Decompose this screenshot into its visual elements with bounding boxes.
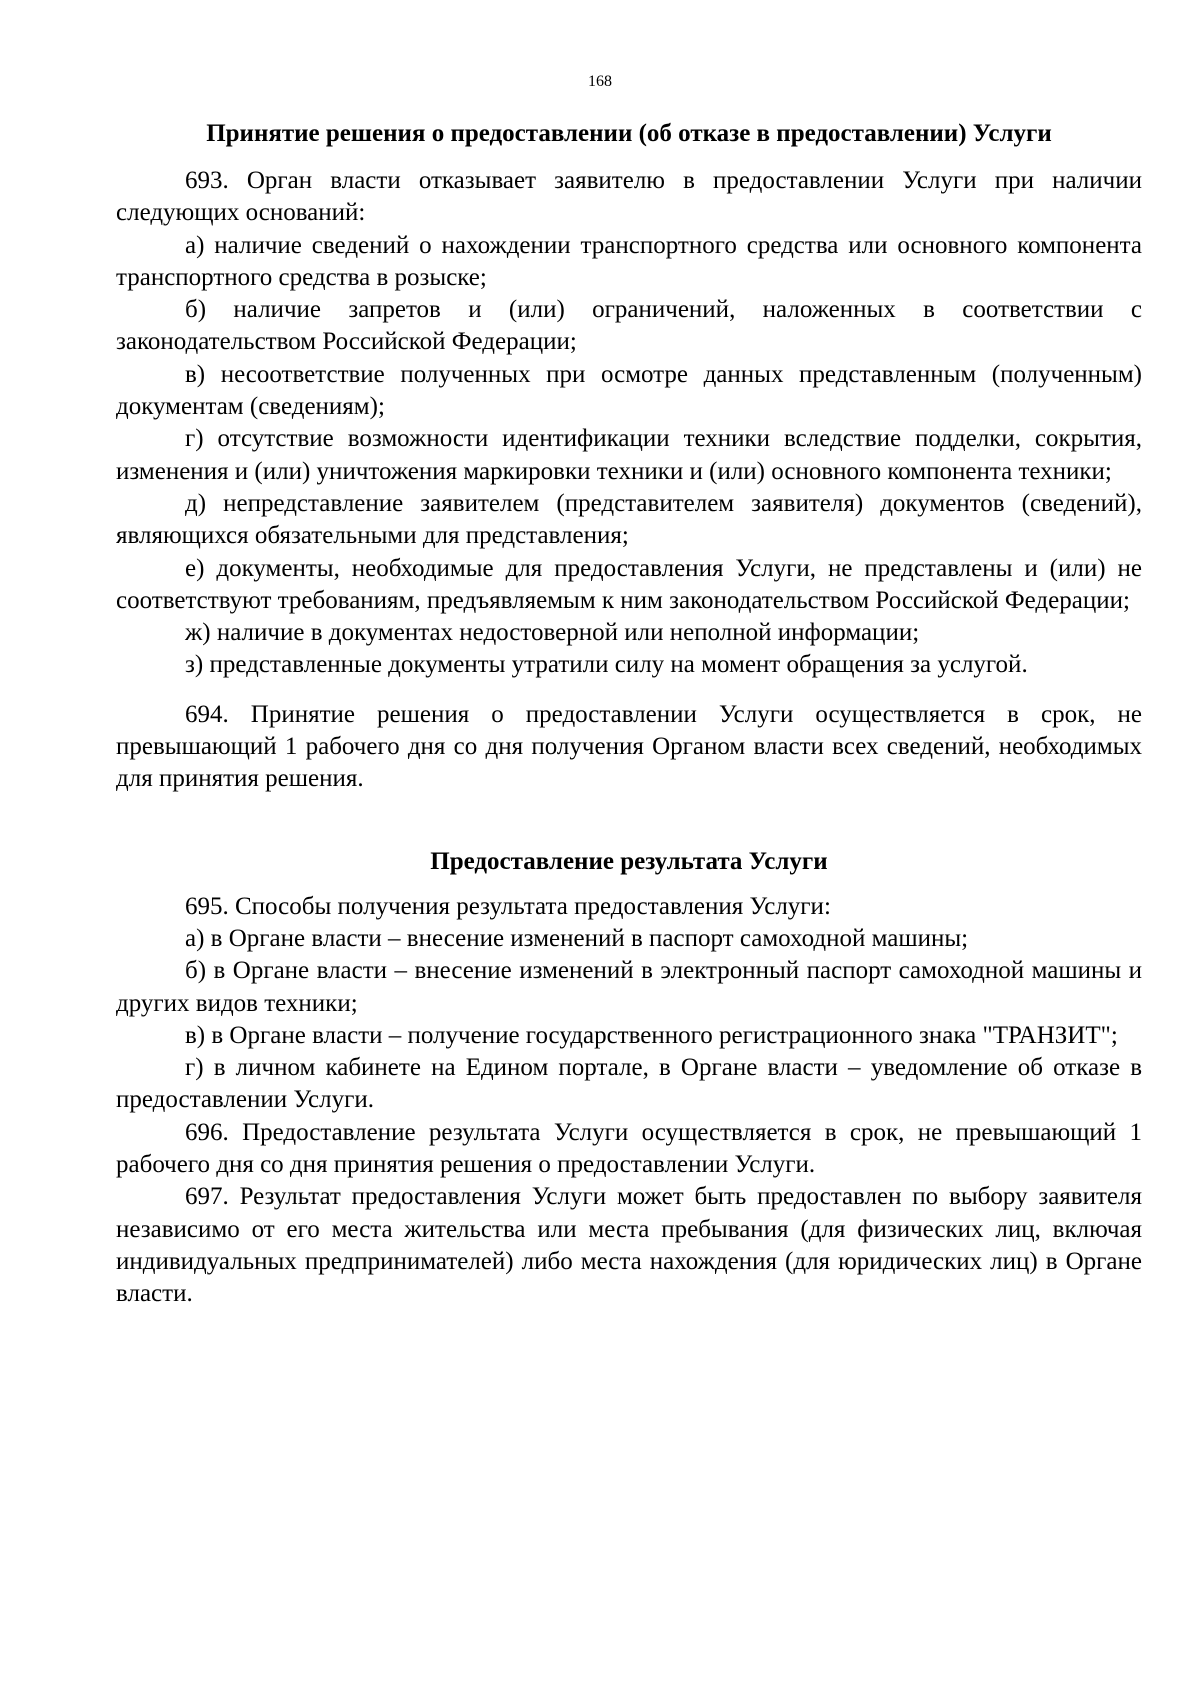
list-item-e: е) документы, необходимые для предоставления Услуги, не представлены и (или) не соответствуют требованиям, предъявляемым к ним законодательством Российской Федерации; [116,554,1142,614]
list-item-v: в) несоответствие полученных при осмотре данных представленным (полученным) документам (сведениям); [116,360,1142,421]
result-item-g: г) в личном кабинете на Едином портале, в Органе власти – уведомление об отказе в предоставлении Услуги. [116,1054,1142,1114]
list-item-zh: ж) наличие в документах недостоверной или неполной информации; [185,619,920,647]
page-number: 168 [588,73,612,90]
list-item-z: з) представленные документы утратили силу на момент обращения за услугой. [185,651,1028,679]
paragraph-695: 695. Способы получения результата предоставления Услуги: [185,892,831,920]
paragraph-696: 696. Предоставление результата Услуги осуществляется в срок, не превышающий 1 рабочего дня со дня принятия решения о предоставлении Услуги. [116,1118,1142,1179]
paragraph-693: 693. Орган власти отказывает заявителю в предоставлении Услуги при наличии следующих оснований: [116,167,1142,227]
result-item-v: в) в Органе власти – получение государственного регистрационного знака "ТРАНЗИТ"; [185,1021,1118,1049]
section-heading-result: Предоставление результата Услуги [430,847,828,875]
section-heading-decision: Принятие решения о предоставлении (об отказе в предоставлении) Услуги [206,120,1052,147]
list-item-b: б) наличие запретов и (или) ограничений, наложенных в соответствии с законодательством Российской Федерации; [116,296,1142,356]
result-item-a: а) в Органе власти – внесение изменений в паспорт самоходной машины; [185,924,969,952]
spacer [116,682,1142,699]
document-body [116,118,1142,1311]
paragraph-group-refusal-grounds [116,165,1142,682]
list-item-a: а) наличие сведений о нахождении транспортного средства или основного компонента транспортного средства в розыске; [116,231,1142,291]
paragraph-697: 697. Результат предоставления Услуги может быть предоставлен по выбору заявителя независимо от его места жительства или места пребывания (для физических лиц, включая индивидуальных предпринимателей) либо места нахождения (для юридических лиц) в Органе власти. [116,1183,1142,1308]
result-item-b: б) в Органе власти – внесение изменений в электронный паспорт самоходной машины и других видов техники; [116,957,1142,1017]
list-item-g: г) отсутствие возможности идентификации техники вследствие подделки, сокрытия, изменения и (или) уничтожения маркировки техники и (или) основного компонента техники; [116,425,1142,485]
list-item-d: д) непредставление заявителем (представителем заявителя) документов (сведений), являющихся обязательными для представления; [116,489,1142,550]
spacer [116,796,1142,846]
paragraph-group-result [116,891,1142,1311]
paragraph-694: 694. Принятие решения о предоставлении Услуги осуществляется в срок, не превышающий 1 рабочего дня со дня получения Органом власти всех сведений, необходимых для принятия решения. [116,700,1142,793]
